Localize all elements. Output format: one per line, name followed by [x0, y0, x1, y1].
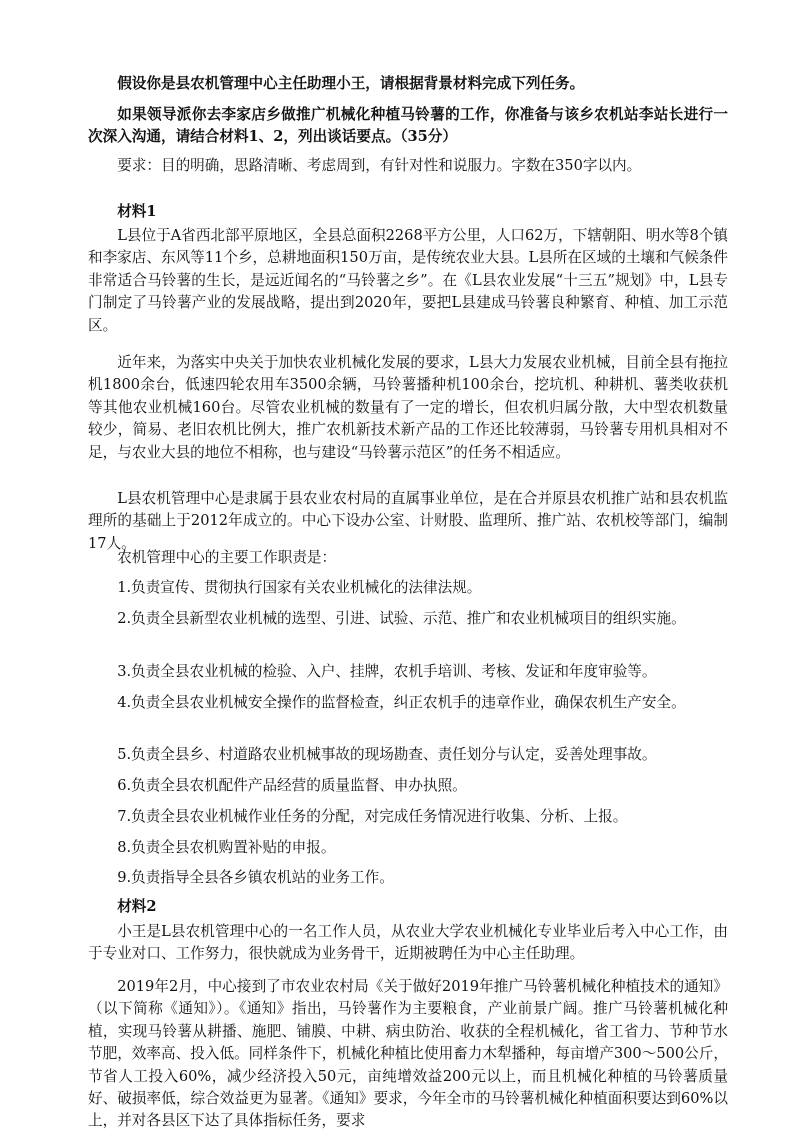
task-requirement: 要求：目的明确，思路清晰、考虑周到，有针对性和说服力。字数在350字以内。: [117, 157, 642, 174]
duty-item: 6.负责全县农机配件产品经营的质量监督、申办执照。: [117, 777, 467, 794]
duty-item: 1.负责宣传、贯彻执行国家有关农业机械化的法律法规。: [117, 579, 482, 596]
duty-item: 2.负责全县新型农业机械的选型、引进、试验、示范、推广和农业机械项目的组织实施。: [117, 610, 686, 627]
duty-item: 7.负责全县农业机械作业任务的分配，对完成任务情况进行收集、分析、上报。: [117, 808, 628, 825]
material2-paragraph: 小王是L县农机管理中心的一名工作人员，从农业大学农业机械化专业毕业后考入中心工作，由于专业对口、工作努力，很快就成为业务骨干，近期被聘任为中心主任助理。: [88, 923, 728, 963]
duty-item: 5.负责全县乡、村道路农业机械事故的现场勘查、责任划分与认定，妥善处理事故。: [117, 746, 657, 763]
material1-paragraph: L县农机管理中心是隶属于县农业农村局的直属事业单位，是在合并原县农机推广站和县农机监理所的基础上于2012年成立的。中心下设办公室、计财股、监理所、推广站、农机校等部门，编制17人。: [88, 490, 728, 552]
material1-paragraph: 近年来，为落实中央关于加快农业机械化发展的要求，L县大力发展农业机械，目前全县有拖拉机1800余台，低速四轮农用车3500余辆，马铃薯播种机100余台，挖坑机、种耕机、薯类收获机等其他农业机械160台。尽管农业机械的数量有了一定的增长，但农机归属分散，大中型农机数量较少，简易、老旧农机比例大，推广农机新技术新产品的工作还比较薄弱，马铃薯专用机具相对不足，与农业大县的地位不相称，也与建设“马铃薯示范区”的任务不相适应。: [88, 354, 728, 461]
material2-paragraph: 2019年2月，中心接到了市农业农村局《关于做好2019年推广马铃薯机械化种植技术的通知》（以下简称《通知》）。《通知》指出，马铃薯作为主要粮食，产业前景广阔。推广马铃薯机械化种植，实现马铃薯从耕播、施肥、铺膜、中耕、病虫防治、收获的全程机械化，省工省力、节种节水节肥，效率高、投入低。同样条件下，机械化种植比使用畜力木犁播种，每亩增产300～500公斤，节省人工投入60%，减少经济投入50元，亩纯增效益200元以上，而且机械化种植的马铃薯质量好、破损率低，综合效益更为显著。《通知》要求，今年全市的马铃薯机械化种植面积要达到60%以上，并对各县区下达了具体指标任务，要求: [88, 978, 728, 1130]
task-question: 如果领导派你去李家店乡做推广机械化种植马铃薯的工作，你准备与该乡农机站李站长进行一次深入沟通，请结合材料1、2，列出谈话要点。（35分）: [88, 106, 728, 146]
material1-title: 材料1: [117, 203, 157, 220]
material1-paragraph: L县位于A省西北部平原地区，全县总面积2268平方公里，人口62万，下辖朝阳、明水等8个镇和李家店、东风等11个乡，总耕地面积150万亩，是传统农业大县。L县所在区域的土壤和气候条件非常适合马铃薯的生长，是远近闻名的“马铃薯之乡”。在《L县农业发展“十三五”规划》中，L县专门制定了马铃薯产业的发展战略，提出到2020年，要把L县建成马铃薯良种繁育、种植、加工示范区。: [88, 227, 728, 334]
duty-item: 4.负责全县农业机械安全操作的监督检查，纠正农机手的违章作业，确保农机生产安全。: [117, 694, 686, 711]
duty-item: 3.负责全县农业机械的检验、入户、挂牌，农机手培训、考核、发证和年度审验等。: [117, 663, 657, 680]
material1-paragraph: 农机管理中心的主要工作职责是：: [117, 549, 337, 566]
task-intro: 假设你是县农机管理中心主任助理小王，请根据背景材料完成下列任务。: [117, 75, 585, 92]
duty-item: 8.负责全县农机购置补贴的申报。: [117, 839, 336, 856]
material2-title: 材料2: [117, 898, 157, 915]
duty-item: 9.负责指导全县各乡镇农机站的业务工作。: [117, 869, 394, 886]
